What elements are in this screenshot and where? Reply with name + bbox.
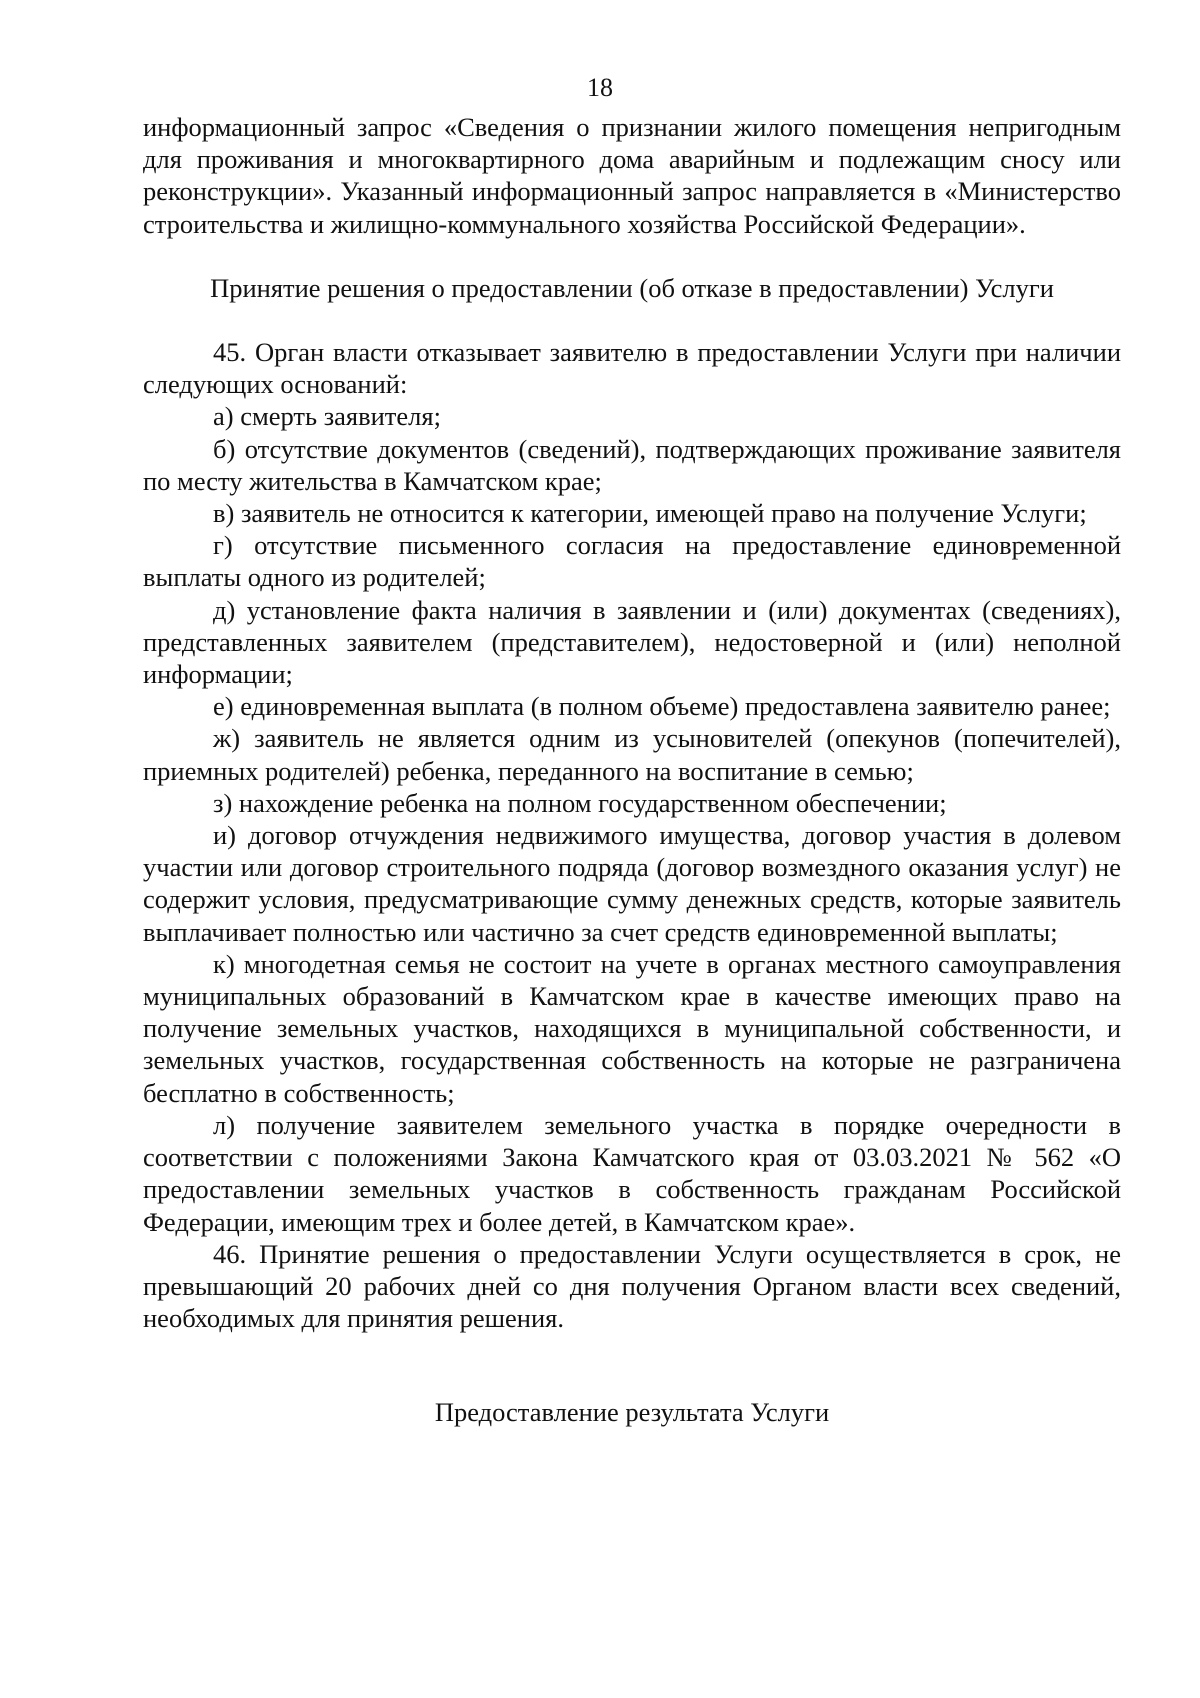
paragraph-info-request: информационный запрос «Сведения о признании жилого помещения непригодным для проживания и многоквартирного дома аварийным и подлежащим сносу или реконструкции». Указанный информационный запрос направляется в «Министерство строительства и жилищно-коммунального хозяйства Российской Федерации». xyxy=(143,112,1121,239)
list-item-v: в) заявитель не относится к категории, имеющей право на получение Услуги; xyxy=(213,498,1087,529)
list-item-z: з) нахождение ребенка на полном государственном обеспечении; xyxy=(213,787,947,818)
list-item-i: и) договор отчуждения недвижимого имущества, договор участия в долевом участии или договор строительного подряда (договор возмездного оказания услуг) не содержит условия, предусматривающие сумму денежных средств, которые заявитель выплачивает полностью или частично за счет средств единовременной выплаты; xyxy=(143,820,1121,947)
list-item-d: д) установление факта наличия в заявлении и (или) документах (сведениях), представленных заявителем (представителем), недостоверной и (или) неполной информации; xyxy=(143,594,1121,690)
paragraph-45: 45. Орган власти отказывает заявителю в предоставлении Услуги при наличии следующих оснований: xyxy=(143,337,1121,400)
list-item-b: б) отсутствие документов (сведений), подтверждающих проживание заявителя по месту жительства в Камчатском крае; xyxy=(143,433,1121,496)
list-item-a: а) смерть заявителя; xyxy=(213,401,441,432)
list-item-g: г) отсутствие письменного согласия на предоставление единовременной выплаты одного из родителей; xyxy=(143,530,1121,593)
section-heading-result: Предоставление результата Услуги xyxy=(434,1397,830,1428)
list-item-l: л) получение заявителем земельного участка в порядке очередности в соответствии с положениями Закона Камчатского края от 03.03.2021 № 562 «О предоставлении земельных участков в собственность гражданам Российской Федерации, имеющим трех и более детей, в Камчатском крае». xyxy=(143,1109,1121,1237)
page-number: 18 xyxy=(587,73,613,102)
paragraph-46: 46. Принятие решения о предоставлении Услуги осуществляется в срок, не превышающий 20 рабочих дней со дня получения Органом власти всех сведений, необходимых для принятия решения. xyxy=(143,1238,1121,1334)
list-item-zh: ж) заявитель не является одним из усыновителей (опекунов (попечителей), приемных родителей) ребенка, переданного на воспитание в семью; xyxy=(143,723,1121,786)
list-item-k: к) многодетная семья не состоит на учете в органах местного самоуправления муниципальных образований в Камчатском крае в качестве имеющих право на получение земельных участков, находящихся в муниципальной собственности, и земельных участков, государственная собственность на которые не разграничена бесплатно в собственность; xyxy=(143,948,1121,1108)
section-heading-decision: Принятие решения о предоставлении (об отказе в предоставлении) Услуги xyxy=(210,272,1054,303)
document-body xyxy=(143,111,1121,1429)
list-item-e: е) единовременная выплата (в полном объеме) предоставлена заявителю ранее; xyxy=(213,691,1111,722)
